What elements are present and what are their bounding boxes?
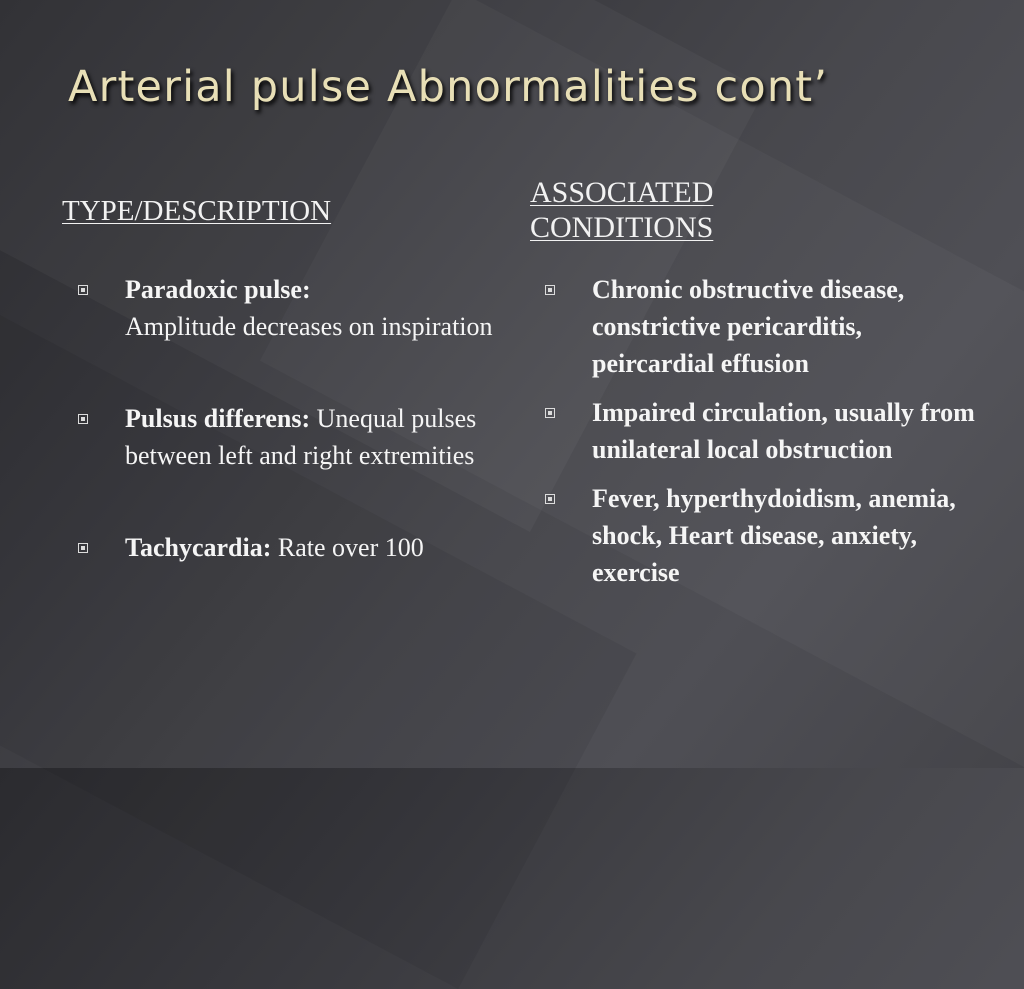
heading-line: ASSOCIATED	[530, 176, 714, 209]
pulse-description: Rate over 100	[277, 533, 424, 562]
associated-conditions-heading	[530, 176, 830, 245]
square-bullet-icon	[78, 414, 88, 424]
square-bullet-icon	[545, 285, 555, 295]
pulse-term: Paradoxic pulse:	[125, 275, 311, 304]
pulse-type-list	[78, 271, 518, 621]
list-item	[78, 529, 518, 566]
list-item	[545, 271, 975, 382]
pulse-description: Unequal pulses between left and right extremities	[125, 404, 477, 470]
pulse-term: Tachycardia:	[125, 533, 272, 562]
pulse-description: Amplitude decreases on inspiration	[125, 312, 493, 341]
conditions-list	[545, 271, 975, 603]
condition-text: Chronic obstructive disease, constrictive pericarditis, peircardial effusion	[592, 275, 905, 378]
list-item	[545, 480, 975, 591]
pulse-term: Pulsus differens:	[125, 404, 311, 433]
square-bullet-icon	[545, 408, 555, 418]
type-description-heading: TYPE/DESCRIPTION	[62, 195, 332, 227]
list-item	[545, 394, 975, 468]
list-item	[78, 400, 518, 474]
condition-text: Fever, hyperthydoidism, anemia, shock, Heart disease, anxiety, exercise	[592, 484, 956, 587]
square-bullet-icon	[78, 285, 88, 295]
square-bullet-icon	[545, 494, 555, 504]
heading-line: CONDITIONS	[530, 210, 714, 244]
condition-text: Impaired circulation, usually from unilateral local obstruction	[592, 398, 975, 464]
slide-title: Arterial pulse Abnormalities cont’	[68, 62, 829, 112]
square-bullet-icon	[78, 543, 88, 553]
list-item	[78, 271, 518, 345]
